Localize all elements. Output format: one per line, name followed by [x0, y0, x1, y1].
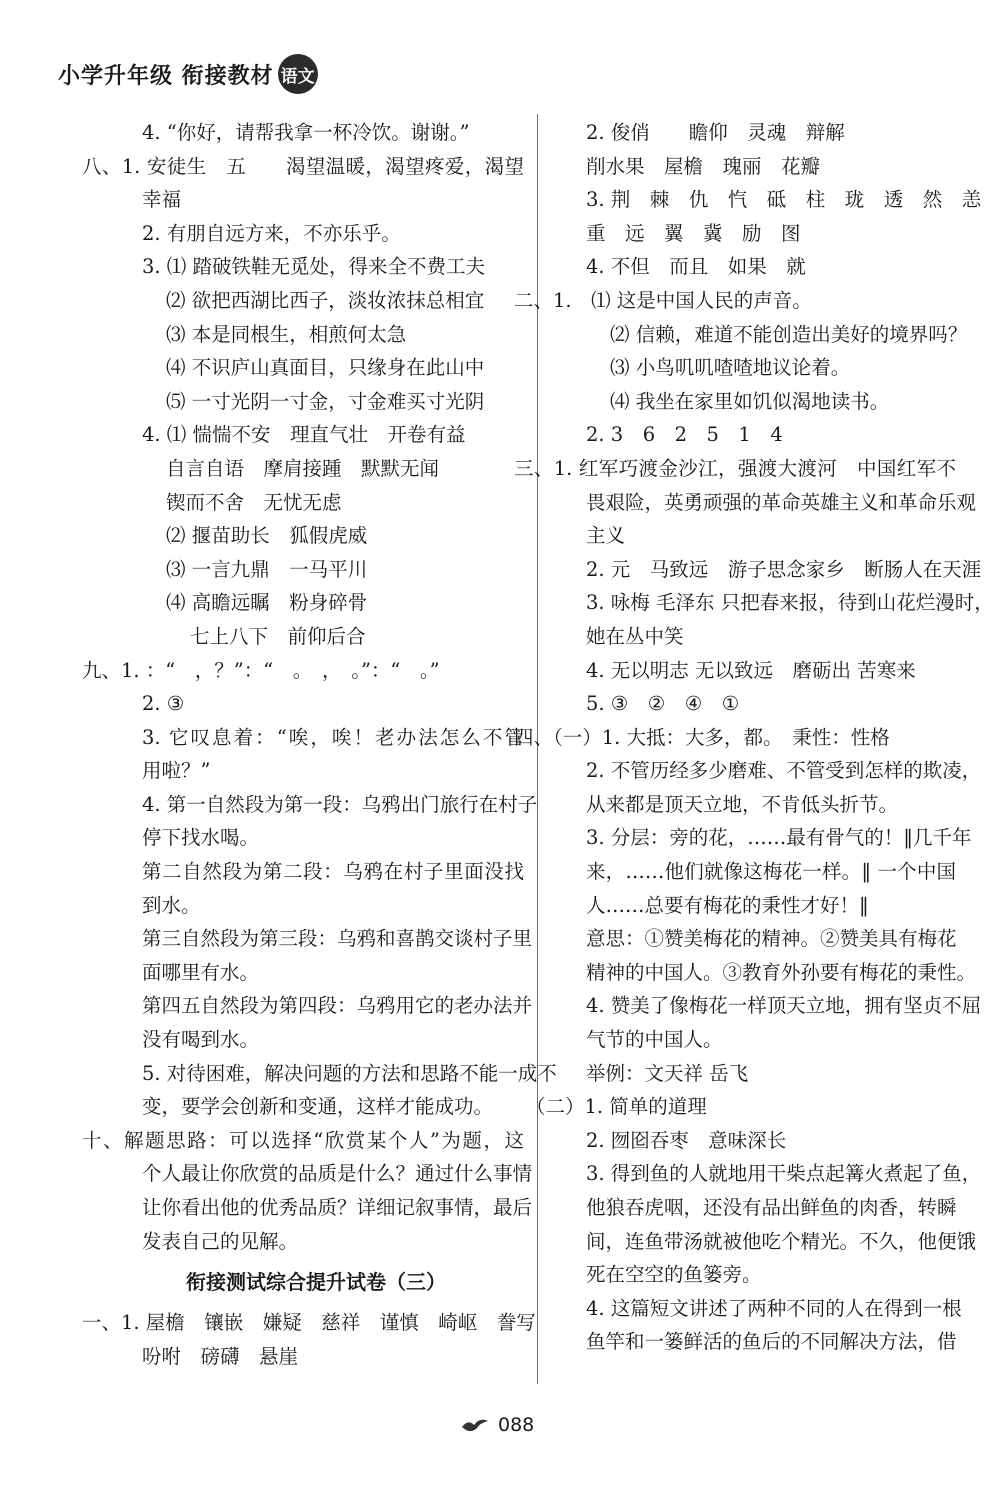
answer-line: 间，连鱼带汤就被他吃个精光。不久，他便饿	[586, 1229, 977, 1253]
answer-line: 3. 分层：旁的花，……最有骨气的！‖几千年	[586, 826, 972, 850]
answer-line: 七上八下 前仰后合	[190, 624, 366, 648]
answer-line: 死在空空的鱼篓旁。	[586, 1263, 762, 1287]
answer-line: 4. 这篇短文讲述了两种不同的人在得到一根	[586, 1296, 962, 1320]
answer-line: 2. 不管历经多少磨难、不管受到怎样的欺凌，	[586, 759, 982, 783]
answer-line: 八、1. 安徒生 五 渴望温暖，渴望疼爱，渴望	[82, 154, 524, 178]
answer-line: 气节的中国人。	[586, 1028, 723, 1052]
answer-line: 来，……他们就像这梅花一样。‖ 一个中国	[586, 860, 956, 884]
answer-line: 人……总要有梅花的秉性才好！‖	[586, 893, 869, 917]
answer-line: 第四五自然段为第四段：乌鸦用它的老办法并	[142, 994, 533, 1018]
right-column	[514, 116, 994, 1359]
section-title: 衔接测试综合提升试卷（三）	[186, 1270, 446, 1295]
answer-line: 5. 对待困难，解决问题的方法和思路不能一成不	[142, 1061, 557, 1085]
answer-line: 个人最让你欣赏的品质是什么？通过什么事情	[142, 1162, 533, 1186]
answer-line: 3. 咏梅 毛泽东 只把春来报，待到山花烂漫时，	[586, 591, 994, 615]
answer-line: ⑶ 一言九鼎 一马平川	[166, 557, 368, 581]
answer-line: 4. 第一自然段为第一段：乌鸦出门旅行在村子	[142, 792, 538, 816]
answer-line: 3. ⑴ 踏破铁鞋无觅处，得来全不费工夫	[142, 255, 486, 279]
answer-line: 主义	[586, 524, 626, 548]
answer-line: 十、解题思路：可以选择“欣赏某个人”为题，这	[82, 1128, 524, 1152]
answer-line: ⑷ 不识庐山真面目，只缘身在此山中	[166, 356, 485, 380]
answer-line: 3. 它叹息着：“唉，唉！老办法怎么不管	[142, 725, 524, 749]
answer-line: ⑵ 信赖，难道不能创造出美好的境界吗？	[610, 322, 968, 346]
answer-line: 3. 荆 棘 仇 忾 砥 柱 珑 透 然 恙	[586, 188, 982, 212]
answer-line: 2. 囫囵吞枣 意味深长	[586, 1128, 787, 1152]
answer-line: ⑵ 揠苗助长 狐假虎威	[166, 524, 368, 548]
answer-line: 重 远 翼 冀 励 图	[586, 221, 801, 245]
answer-line: 四、（一）1. 大抵：大多，都。 秉性：性格	[514, 725, 890, 749]
answer-line: 她在丛中笑	[586, 624, 684, 648]
page-header	[58, 52, 318, 96]
answer-line: 到水。	[142, 893, 201, 917]
answer-line: 从来都是顶天立地，不肯低头折节。	[586, 792, 899, 816]
answer-line: 4. 无以明志 无以致远 磨砺出 苦寒来	[586, 658, 916, 682]
answer-line: ⑶ 本是同根生，相煎何太急	[166, 322, 407, 346]
answer-line: 5. ③ ② ④ ①	[586, 692, 740, 716]
answer-line: 九、1. ：“ ，？”：“ 。 ， 。”：“ 。”	[82, 658, 440, 682]
answer-line: ⑵ 欲把西湖比西子，淡妆浓抹总相宜	[166, 288, 485, 312]
answer-line: 2. 3 6 2 5 1 4	[586, 423, 783, 447]
answer-line: 4. 赞美了像梅花一样顶天立地，拥有坚贞不屈	[586, 994, 982, 1018]
answer-line: 三、1. 红军巧渡金沙江，强渡大渡河 中国红军不	[514, 456, 956, 480]
answer-line: 用啦？”	[142, 759, 211, 783]
answer-line: （二）1. 简单的道理	[526, 1095, 707, 1119]
answer-line: 精神的中国人。③教育外孙要有梅花的秉性。	[586, 960, 977, 984]
answer-line: ⑷ 我坐在家里如饥似渴地读书。	[610, 389, 890, 413]
answer-line: 鱼竿和一篓鲜活的鱼后的不同解决方法，借	[586, 1330, 957, 1354]
answer-line: 二、1. ⑴ 这是中国人民的声音。	[514, 288, 812, 312]
answer-line: 2. 元 马致远 游子思念家乡 断肠人在天涯	[586, 557, 982, 581]
book-title: 小学升年级 衔接教材	[58, 63, 274, 89]
answer-line: 举例：文天祥 岳飞	[586, 1061, 749, 1085]
page-footer	[460, 1410, 534, 1440]
answer-line: 4. ⑴ 惴惴不安 理直气壮 开卷有益	[142, 423, 466, 447]
subject-badge: 语文	[278, 54, 318, 94]
answer-line: 让你看出他的优秀品质？详细记叙事情，最后	[142, 1196, 533, 1219]
answer-line: 一、1. 屋檐 镶嵌 嫌疑 慈祥 谨慎 崎岖 誊写	[82, 1311, 536, 1335]
answer-line: 意思：①赞美梅花的精神。②赞美具有梅花	[586, 927, 957, 951]
answer-line: 吩咐 磅礴 悬崖	[142, 1344, 299, 1368]
answer-line: 发表自己的见解。	[142, 1229, 299, 1253]
answer-line: 第三自然段为第三段：乌鸦和喜鹊交谈村子里	[142, 927, 533, 951]
answer-line: 削水果 屋檐 瑰丽 花瓣	[586, 154, 821, 178]
answer-line: 自言自语 摩肩接踵 默默无闻	[166, 456, 440, 480]
answer-line: 面哪里有水。	[142, 960, 260, 984]
answer-line: 2. 有朋自远方来，不亦乐乎。	[142, 221, 401, 245]
answer-line: ⑶ 小鸟叽叽喳喳地议论着。	[610, 356, 851, 380]
answer-line: 没有喝到水。	[142, 1028, 260, 1052]
answer-line: 4. 不但 而且 如果 就	[586, 255, 806, 279]
page-number: 088	[498, 1414, 535, 1436]
answer-line: ⑸ 一寸光阴一寸金，寸金难买寸光阴	[166, 389, 485, 413]
answer-line: 2. ③	[142, 692, 185, 716]
answer-line: 他狼吞虎咽，还没有品出鲜鱼的肉香，转瞬	[586, 1196, 957, 1219]
answer-line: 第二自然段为第二段：乌鸦在村子里面没找	[142, 860, 524, 884]
answer-line: 锲而不舍 无忧无虑	[166, 490, 342, 514]
answer-line: 变，要学会创新和变通，这样才能成功。	[142, 1095, 494, 1119]
answer-line: 幸福	[142, 188, 182, 212]
answer-line: 3. 得到鱼的人就地用干柴点起篝火煮起了鱼，	[586, 1162, 982, 1186]
answer-line: 停下找水喝。	[142, 826, 260, 850]
answer-line: 畏艰险，英勇顽强的革命英雄主义和革命乐观	[586, 490, 977, 514]
answer-line: 4. “你好，请帮我拿一杯冷饮。谢谢。”	[142, 121, 470, 144]
answer-line: 2. 俊俏 瞻仰 灵魂 辩解	[586, 121, 845, 144]
answer-line: ⑷ 高瞻远瞩 粉身碎骨	[166, 591, 368, 615]
left-column	[82, 116, 557, 1373]
bird-icon	[460, 1415, 490, 1435]
